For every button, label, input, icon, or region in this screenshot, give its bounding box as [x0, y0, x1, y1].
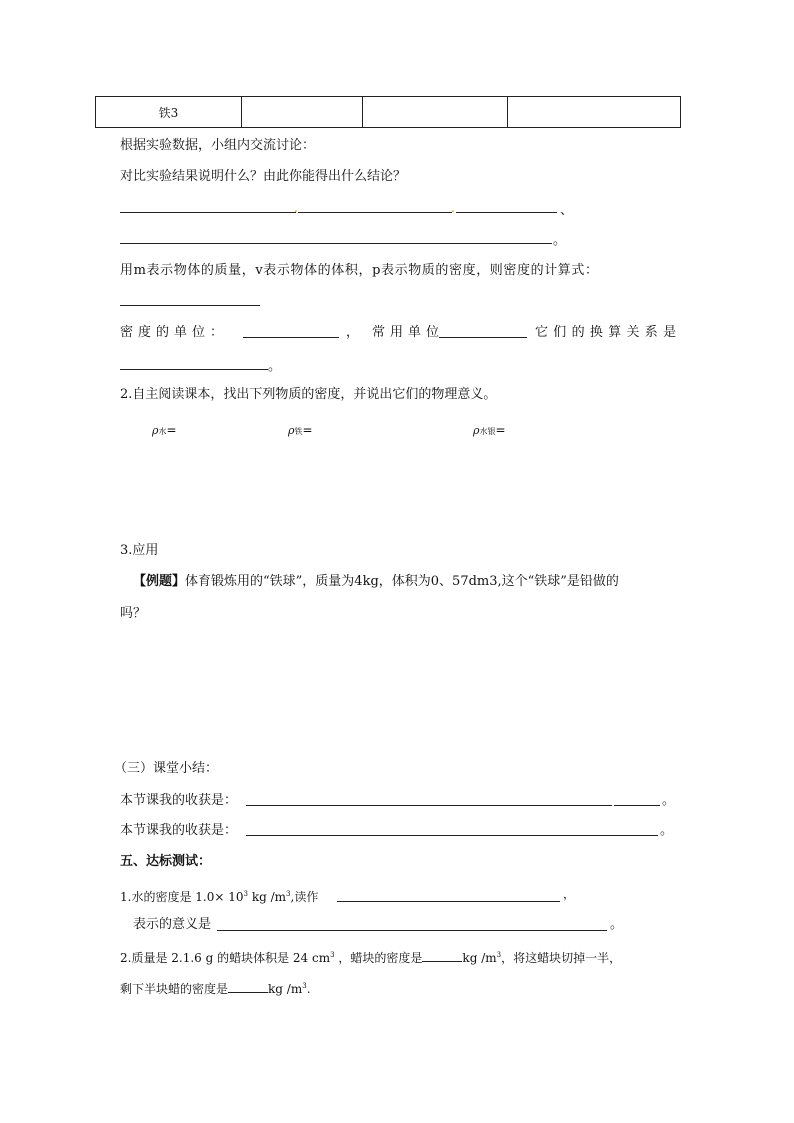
- q2-end: .: [306, 982, 311, 996]
- q2-unit: kg /m: [268, 982, 303, 996]
- q2-remaining-blank[interactable]: [228, 979, 268, 993]
- subscript: 水: [158, 427, 167, 436]
- test-q2: [120, 947, 621, 966]
- equals: =: [302, 423, 313, 437]
- answer-blank[interactable]: [120, 212, 296, 213]
- q2-density-label: ，蜡块的密度是: [338, 951, 423, 965]
- end-mark: 。: [553, 233, 567, 248]
- q2-unit-exponent: 3: [302, 982, 307, 990]
- q2-unit-exponent: 3: [496, 951, 502, 959]
- subscript: 铁: [294, 427, 303, 436]
- relation-end: 。: [268, 359, 282, 374]
- separator-dot: .: [294, 201, 298, 215]
- summary-line-2: 本节课我的收获是：: [120, 823, 238, 838]
- test-q2-cont: [120, 978, 311, 997]
- q1-read-blank[interactable]: [337, 901, 560, 902]
- answer-blank[interactable]: [120, 243, 552, 244]
- q1-text: 1.水的密度是: [120, 890, 192, 904]
- q2-unit: kg /m: [462, 951, 497, 965]
- table-row-label: 铁3: [96, 97, 242, 128]
- data-table: [95, 96, 681, 128]
- rho-symbol: ρ: [473, 424, 480, 437]
- example-tag: 【例题】: [133, 574, 186, 589]
- test-title: 五、达标测试：: [120, 854, 212, 869]
- example-text: 体育锻炼用的“铁球”，质量为4kg，体积为0、57dm3,这个“铁球”是铅做的: [185, 574, 619, 589]
- density-water: [152, 419, 177, 438]
- formula-prompt: 用m表示物体的质量，v表示物体的体积，p表示物质的密度，则密度的计算式：: [120, 263, 599, 278]
- reading-prompt: 2.自主阅读课本，找出下列物质的密度，并说出它们的物理意义。: [120, 387, 497, 402]
- table-cell[interactable]: [242, 97, 363, 128]
- q1-read-label: ,读作: [290, 890, 319, 904]
- q1-value: 1.0×: [195, 890, 225, 904]
- density-mercury: [473, 419, 506, 438]
- q2-density-blank[interactable]: [422, 948, 462, 962]
- discussion-intro: 根据实验数据，小组内交流讨论：: [120, 138, 316, 153]
- summary-blank[interactable]: [246, 805, 612, 806]
- rho-symbol: ρ: [288, 424, 295, 437]
- table-cell[interactable]: [363, 97, 508, 128]
- common-unit-blank[interactable]: [439, 337, 527, 338]
- unit-comma: ，: [346, 325, 360, 340]
- q2-remaining-label: 剩下半块蜡的密度是: [120, 982, 229, 996]
- test-q1: [120, 886, 318, 905]
- q1-end: ，: [563, 887, 576, 901]
- common-unit-label: 常用单位: [372, 325, 445, 340]
- q2-text: 2.质量是 2.1.6 g 的蜡块体积是 24 cm: [120, 951, 331, 965]
- q2-cut-text: ，将这蜡块切掉一半，: [501, 951, 622, 965]
- answer-blank[interactable]: [298, 212, 452, 213]
- subscript: 水银: [479, 427, 496, 436]
- formula-blank[interactable]: [120, 305, 260, 306]
- relation-label: 它们的换算关系是: [535, 325, 682, 340]
- table-cell[interactable]: [508, 97, 681, 128]
- q1-meaning-blank[interactable]: [217, 930, 607, 931]
- summary-title: （三）课堂小结：: [114, 761, 219, 776]
- q1-power: 10: [228, 890, 244, 904]
- unit-blank[interactable]: [243, 337, 339, 338]
- example-line: [133, 573, 619, 591]
- q1-unit: kg /m: [251, 890, 287, 904]
- summary-line-1: 本节课我的收获是：: [120, 793, 238, 808]
- q1-exponent: 3: [243, 890, 248, 898]
- example-continuation: 吗？: [120, 606, 147, 621]
- q2-cm-exponent: 3: [330, 951, 335, 959]
- answer-blank[interactable]: [456, 212, 557, 213]
- separator-dot: .: [451, 201, 455, 215]
- application-title: 3.应用: [120, 543, 159, 558]
- summary-blank[interactable]: [614, 805, 660, 806]
- q1-unit-exponent: 3: [286, 890, 291, 898]
- relation-blank[interactable]: [120, 369, 268, 370]
- table-row: [96, 97, 681, 128]
- discussion-question: 对比实验结果说明什么？由此你能得出什么结论？: [120, 169, 407, 184]
- summary-end: 。: [662, 793, 676, 808]
- q1-meaning-end: 。: [610, 917, 624, 932]
- summary-end: 。: [660, 823, 674, 838]
- summary-blank[interactable]: [246, 835, 658, 836]
- separator-comma: 、: [560, 203, 574, 218]
- rho-symbol: ρ: [152, 424, 159, 437]
- density-iron: [288, 419, 313, 438]
- q1-meaning-label: 表示的意义是: [133, 917, 212, 932]
- equals: =: [166, 423, 177, 437]
- unit-label: 密度的单位：: [120, 325, 229, 340]
- equals: =: [495, 423, 506, 437]
